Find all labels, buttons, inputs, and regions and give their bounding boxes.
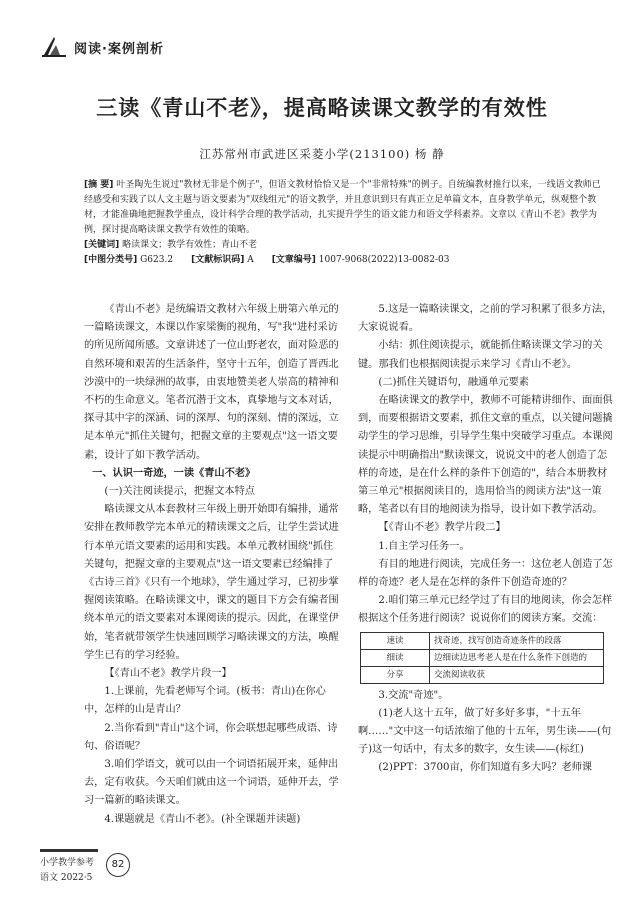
table-row — [361, 649, 604, 666]
paragraph: 有目的地进行阅读，完成任务一：这位老人创造了怎样的奇迹？老人是在怎样的条件下创造奇迹的？ — [358, 558, 613, 589]
reading-plan-table — [360, 632, 604, 684]
paragraph: 1.上课前，先看老师写个词。(板书：青山)在你心中，怎样的山是青山？ — [84, 686, 326, 716]
table-cell-label: 细读 — [361, 649, 430, 666]
footer-magazine: 小学教学参考 — [40, 858, 95, 868]
abstract — [84, 178, 604, 238]
paragraph: 3.咱们学语文，就可以由一个词语拓展开来，延伸出去，定有收获。今天咱们就由这一个词语，延伸开去，学习一篇新的略读课文。 — [84, 759, 339, 807]
doccode-value: A — [247, 255, 254, 265]
paragraph: 略读课文从本套教材三年级上册开始即有编排，通常安排在教师教学完本单元的精读课文之后，让学生尝试进行本单元语文要素的运用和实践。本单元教材围绕"抓住关键句，把握文章的主要观点"这一语文要素已经编排了《古诗三首》《只有一个地球》，学生通过学习，已初步掌握阅读策略。在略读课文中，课文的题目下方会有编者围绕本单元的语文要素对本课阅读的提示。因此，在课堂伊始，笔者就带领学生快速回顾学习略读课文的方法，唤醒学生已有的学习经验。 — [84, 504, 339, 661]
left-column — [84, 301, 340, 829]
magazine-logo-icon — [40, 33, 68, 61]
paragraph: 4.课题就是《青山不老》。(补全课题并读题) — [104, 813, 301, 825]
classification-row — [84, 253, 604, 268]
article-title: 三读《青山不老》，提高略读课文教学的有效性 — [96, 95, 548, 120]
table-row — [361, 666, 604, 683]
keywords — [84, 238, 604, 253]
paragraph: (2)PPT：3700亩，你们知道有多大吗？老师课 — [378, 762, 593, 774]
abstract-label: [摘 要] — [84, 180, 114, 190]
paragraph: (1)老人这十五年，做了好多好多事，"十五年啊……"文中这一句话浓缩了他的十五年，男生读——(句子)这一句话中，有太多的数字，女生读——(标红) — [358, 707, 612, 756]
paragraph: 【《青山不老》教学片段一】 — [104, 668, 232, 680]
table-row — [361, 632, 604, 649]
clc-label: [中图分类号] — [84, 255, 138, 265]
section-title: 阅读·案例剖析 — [74, 41, 164, 57]
clc-value: G623.2 — [140, 255, 174, 265]
page-number: 82 — [106, 853, 130, 877]
abstract-block — [84, 178, 604, 268]
section-heading: 一、认识一奇迹，一读《青山不老》 — [92, 467, 256, 479]
paragraph: (一)关注阅读提示，把握文本特点 — [104, 486, 255, 498]
article-byline: 江苏常州市武进区采菱小学(213100) 杨 静 — [199, 147, 445, 161]
table-cell-content: 交流阅读收获 — [430, 666, 604, 683]
paragraph: 《青山不老》是统编语文教材六年级上册第六单元的一篇略读课文，本课以作家梁衡的视角，写"我"进村采访的所见所闻所感。文章讲述了一位山野老农，面对险恶的自然环境和艰苦的生活条件，坚守十五年，创造了晋西北沙漠中的一块绿洲的故事，由衷地赞美老人崇高的精神和不朽的生命意义。笔者沉潜于文本，真挚地与文本对话，探寻其中字的深涵、词的深厚、句的深刻、情的深远，立足本单元"抓住关键句，把握文章的主要观点"这一语文要素，设计了如下教学活动。 — [84, 304, 339, 461]
paragraph: 2.咱们第三单元已经学过了有目的地阅读，你会怎样根据这个任务进行阅读？说说你们的阅读方案。交流： — [358, 595, 613, 625]
paragraph: 2.当你看到"青山"这个词，你会联想起哪些成语、诗句、俗语呢？ — [84, 722, 338, 752]
footer-issue: 语文 2022·5 — [40, 873, 93, 883]
articleno-label: [文章编号] — [271, 255, 316, 265]
table-cell-content: 找奇迹，找写创造奇迹条件的段落 — [430, 632, 604, 649]
abstract-text: 叶圣陶先生说过"教材无非是个例子"，但语文教材恰恰又是一个"非常特殊"的例子。自统编教材推行以来，一线语文教师已经感受和实践了以人文主题与语文要素为"双线组元"的语文教学，并且意识到只有真正立足单篇文本，直身教学单元，纵观整个教材，才能准确地把握教学重点，设计科学合理的教学活动，扎实提升学生的语文能力和语文学科素养。文章以《青山不老》教学为例，探讨提高略读课文教学有效性的策略。 — [84, 180, 601, 235]
keywords-label: [关键词] — [84, 240, 120, 250]
paragraph: 5.这是一篇略读课文，之前的学习积累了很多方法，大家说说看。 — [358, 304, 613, 334]
footer-bar — [40, 849, 98, 852]
articleno-value: 1007-9068(2022)13-0082-03 — [318, 255, 450, 265]
right-column — [358, 301, 614, 778]
paragraph: 3.交流"奇迹"。 — [378, 689, 449, 701]
paragraph: 【《青山不老》教学片段二】 — [378, 522, 506, 534]
section-header — [40, 32, 164, 62]
paragraph: 在略读课文的教学中，教师不可能精讲细作、面面俱到，而要根据语文要素，抓住文章的重点，以关键问题撬动学生的学习思维，引导学生集中突破学习重点。本课阅读提示中明确指出"默读课文，说说文中的老人创造了怎样的奇迹，是在什么样的条件下创造的"，结合本册教材第三单元"根据阅读目的，选用恰当的阅读方法"这一策略，笔者以有目的地阅读为指导，设计如下教学活动。 — [358, 395, 613, 516]
table-cell-content: 边细读边思考老人是在什么条件下创造的 — [430, 649, 604, 666]
doccode-label: [文献标识码] — [191, 255, 245, 265]
keywords-text: 略读课文；教学有效性；青山不老 — [122, 240, 258, 250]
paragraph: (二)抓住关键语句，融通单元要素 — [378, 376, 529, 388]
table-cell-label: 分享 — [361, 666, 430, 683]
table-cell-label: 速读 — [361, 632, 430, 649]
paragraph: 小结：抓住阅读提示，就能抓住略读课文学习的关键。那我们也根据阅读提示来学习《青山不老》。 — [358, 340, 603, 370]
paragraph: 1.自主学习任务一。 — [378, 540, 470, 552]
